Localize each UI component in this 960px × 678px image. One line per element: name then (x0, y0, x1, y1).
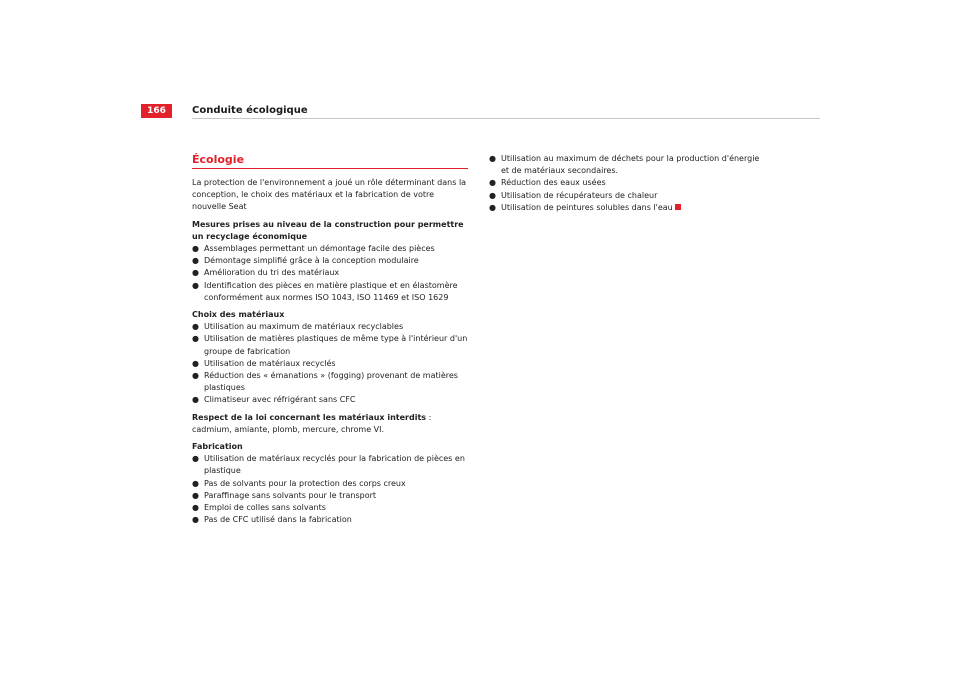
bullet-icon: ● (192, 358, 199, 368)
list-item: ● Réduction des eaux usées (489, 177, 765, 189)
bullet-icon: ● (192, 322, 199, 332)
construction-list (192, 243, 468, 304)
list-item: ● Identification des pièces en matière plastique et en élastomère conformément aux normes ISO 1043, ISO 11469 et ISO 1629 (192, 280, 458, 302)
right-list (489, 153, 765, 214)
list-item: ● Utilisation au maximum de déchets pour la production d'énergie et de matériaux secondaires. (489, 154, 760, 176)
manufacturing-list (192, 453, 468, 526)
bullet-icon: ● (192, 334, 199, 344)
materials-list (192, 321, 468, 406)
bullet-icon: ● (489, 190, 496, 200)
bullet-icon: ● (192, 256, 199, 266)
bullet-icon: ● (192, 490, 199, 500)
list-item: ● Utilisation au maximum de matériaux recyclables (192, 321, 468, 333)
bullet-icon: ● (192, 395, 199, 405)
list-item: ● Climatiseur avec réfrigérant sans CFC (192, 394, 468, 406)
list-item: ● Paraffinage sans solvants pour le transport (192, 490, 468, 502)
list-item: ● Utilisation de matériaux recyclés (192, 358, 468, 370)
list-item: ● Utilisation de peintures solubles dans l'eau (489, 202, 765, 214)
bullet-icon: ● (192, 515, 199, 525)
manufacturing-heading: Fabrication (192, 442, 243, 452)
bullet-icon: ● (192, 244, 199, 254)
list-item: ● Pas de CFC utilisé dans la fabrication (192, 514, 468, 526)
bullet-icon: ● (192, 280, 199, 290)
header-divider (192, 118, 820, 119)
bullet-icon: ● (192, 371, 199, 381)
list-item: ● Utilisation de matériaux recyclés pour la fabrication de pièces en plastique (192, 454, 465, 476)
list-item: ● Amélioration du tri des matériaux (192, 267, 468, 279)
list-item: ● Emploi de colles sans solvants (192, 502, 468, 514)
bullet-icon: ● (192, 454, 199, 464)
bullet-icon: ● (192, 268, 199, 278)
list-item: ● Démontage simplifié grâce à la conception modulaire (192, 255, 468, 267)
page-number-badge: 166 (141, 104, 172, 118)
section-title: Écologie (192, 153, 468, 169)
bullet-icon: ● (489, 154, 496, 163)
list-item: ● Réduction des « émanations » (fogging) provenant de matières plastiques (192, 371, 458, 393)
materials-heading: Choix des matériaux (192, 310, 285, 320)
bullet-icon: ● (489, 202, 496, 212)
law-heading: Respect de la loi concernant les matériaux interdits (192, 412, 427, 422)
left-column (192, 153, 468, 526)
intro-paragraph: La protection de l'environnement a joué un rôle déterminant dans la conception, le choix des matériaux et la fabrication de votre nouvelle Seat (192, 178, 467, 212)
bullet-icon: ● (489, 178, 496, 188)
chapter-title: Conduite écologique (192, 105, 308, 116)
bullet-icon: ● (192, 478, 199, 488)
right-column (489, 153, 765, 214)
section-end-icon (675, 204, 681, 210)
law-paragraph (192, 412, 468, 436)
list-item: ● Utilisation de récupérateurs de chaleur (489, 190, 765, 202)
construction-heading: Mesures prises au niveau de la construction pour permettre un recyclage économique (192, 219, 464, 241)
list-item: ● Pas de solvants pour la protection des corps creux (192, 478, 468, 490)
law-text: : cadmium, amiante, plomb, mercure, chrome VI. (192, 412, 432, 434)
list-item: ● Assemblages permettant un démontage facile des pièces (192, 243, 468, 255)
list-item: ● Utilisation de matières plastiques de même type à l'intérieur d'un groupe de fabrication (192, 334, 468, 356)
bullet-icon: ● (192, 503, 199, 513)
